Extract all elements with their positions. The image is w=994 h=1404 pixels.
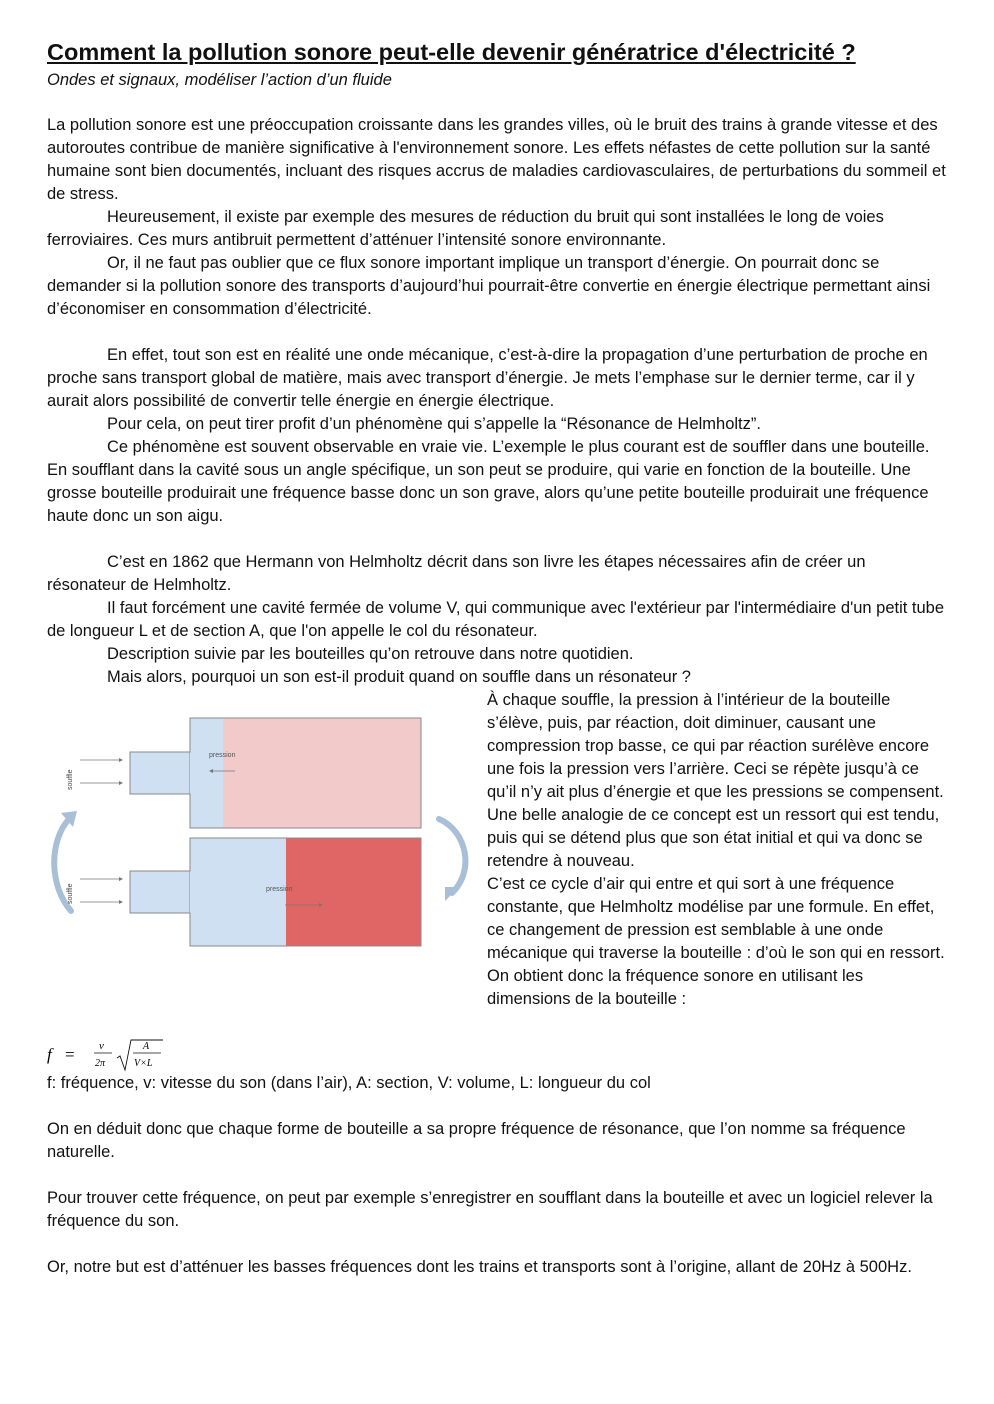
wave-paragraph-3: Ce phénomène est souvent observable en vraie vie. L’exemple le plus courant est de souffler dans une bouteille. En soufflant dans la cavité sous un angle spécifique, un son peut se produire, qui varie en fonction de la bouteille. Une grosse bouteille produirait une fréquence basse donc un son grave, alors qu’une petite bouteille produirait une fréquence haute donc un son aigu. (47, 438, 930, 525)
figure-row (47, 689, 947, 1034)
helmholtz-diagram (47, 691, 477, 991)
history-paragraph-1: C’est en 1862 que Hermann von Helmholtz décrit dans son livre les étapes nécessaires afin de créer un résonateur de Helmholtz. (47, 553, 866, 594)
formula-legend: f: fréquence, v: vitesse du son (dans l’air), A: section, V: volume, L: longueur du col (47, 1074, 651, 1092)
formula-2pi: 2π (95, 1058, 106, 1069)
side-paragraph-1: À chaque souffle, la pression à l’intérieur de la bouteille s’élève, puis, par réaction, doit diminuer, causant une compression trop basse, ce qui par réaction surélève encore une fois la pression vers l’arrière. Ceci se répète jusqu’à ce qu’il n’y ait plus d’énergie et que les pressions se compensent. Une belle analogie de ce concept est un ressort qui est tendu, puis qui se détend plus que son état initial et qui va donc se retendre à nouveau. (487, 691, 944, 870)
top-souffle-label: souffle (67, 769, 74, 790)
page-subtitle: Ondes et signaux, modéliser l’action d’un fluide (47, 71, 392, 89)
top-neck (130, 752, 190, 794)
top-body-air (190, 718, 223, 828)
formula-VxL: V×L (134, 1058, 153, 1069)
history-paragraph-3: Description suivie par les bouteilles qu’on retrouve dans notre quotidien. (107, 645, 634, 663)
document-page (47, 36, 947, 1279)
history-paragraph-2: Il faut forcément une cavité fermée de volume V, qui communique avec l'extérieur par l'intermédiaire d'un petit tube de longueur L et de section A, que l'on appelle le col du résonateur. (47, 599, 945, 640)
wave-paragraph-2: Pour cela, on peut tirer profit d’un phénomène qui s’appelle la “Résonance de Helmholtz”. (107, 415, 761, 433)
end-paragraph-2: Pour trouver cette fréquence, on peut par exemple s’enregistrer en soufflant dans la bouteille et avec un logiciel relever la fréquence du son. (47, 1189, 933, 1230)
wave-paragraph-1: En effet, tout son est en réalité une onde mécanique, c’est-à-dire la propagation d’une perturbation de proche en proche sans transport global de matière, mais avec transport d’énergie. Je mets l’emphase sur le dernier terme, car il y aurait alors possibilité de convertir telle énergie en énergie électrique. (47, 346, 928, 410)
helmholtz-formula (47, 1036, 947, 1072)
formula-v: v (99, 1040, 104, 1052)
bottom-neck (130, 871, 190, 913)
formula-f: f (47, 1045, 52, 1064)
side-paragraph-2: C’est ce cycle d’air qui entre et qui sort à une fréquence constante, que Helmholtz modélise par une formule. En effet, ce changement de pression est semblable à une onde mécanique qui traverse la bouteille : d’où le son qui en ressort. On obtient donc la fréquence sonore en utilisant les dimensions de la bouteille : (487, 875, 945, 1008)
formula-graphic (47, 1036, 247, 1072)
formula-A: A (143, 1041, 150, 1052)
bottom-body-high-pressure (286, 838, 421, 946)
formula-equals: = (65, 1045, 75, 1064)
intro-paragraph-2: Heureusement, il existe par exemple des mesures de réduction du bruit qui sont installées le long de voies ferroviaires. Ces murs antibruit permettent d’atténuer l’intensité sonore environnante. (47, 208, 884, 249)
page-title: Comment la pollution sonore peut-elle devenir génératrice d'électricité ? (47, 39, 856, 65)
history-paragraph-4: Mais alors, pourquoi un son est-il produit quand on souffle dans un résonateur ? (107, 668, 691, 686)
intro-paragraph-1: La pollution sonore est une préoccupation croissante dans les grandes villes, où le bruit des trains à grande vitesse et des autoroutes contribue de manière significative à l'environnement sonore. Les effets néfastes de cette pollution sur la santé humaine sont bien documentés, incluant des risques accrus de maladies cardiovasculaires, de perturbations du sommeil et de stress. (47, 116, 946, 203)
top-body-low-pressure (223, 718, 421, 828)
side-explanation (487, 689, 947, 1011)
bottom-pression-label: pression (266, 886, 293, 893)
intro-paragraph-3: Or, il ne faut pas oublier que ce flux sonore important implique un transport d’énergie. On pourrait donc se demander si la pollution sonore des transports d’aujourd’hui pourrait-être convertie en énergie électrique permettant ainsi d’économiser en consommation d’électricité. (47, 254, 931, 318)
right-cycle-arrow (439, 819, 465, 893)
end-paragraph-1: On en déduit donc que chaque forme de bouteille a sa propre fréquence de résonance, que l’on nomme sa fréquence naturelle. (47, 1120, 906, 1161)
end-paragraph-3: Or, notre but est d’atténuer les basses fréquences dont les trains et transports sont à l’origine, allant de 20Hz à 500Hz. (47, 1258, 912, 1276)
top-pression-label: pression (209, 752, 236, 759)
bottom-souffle-label: souffle (67, 883, 74, 904)
